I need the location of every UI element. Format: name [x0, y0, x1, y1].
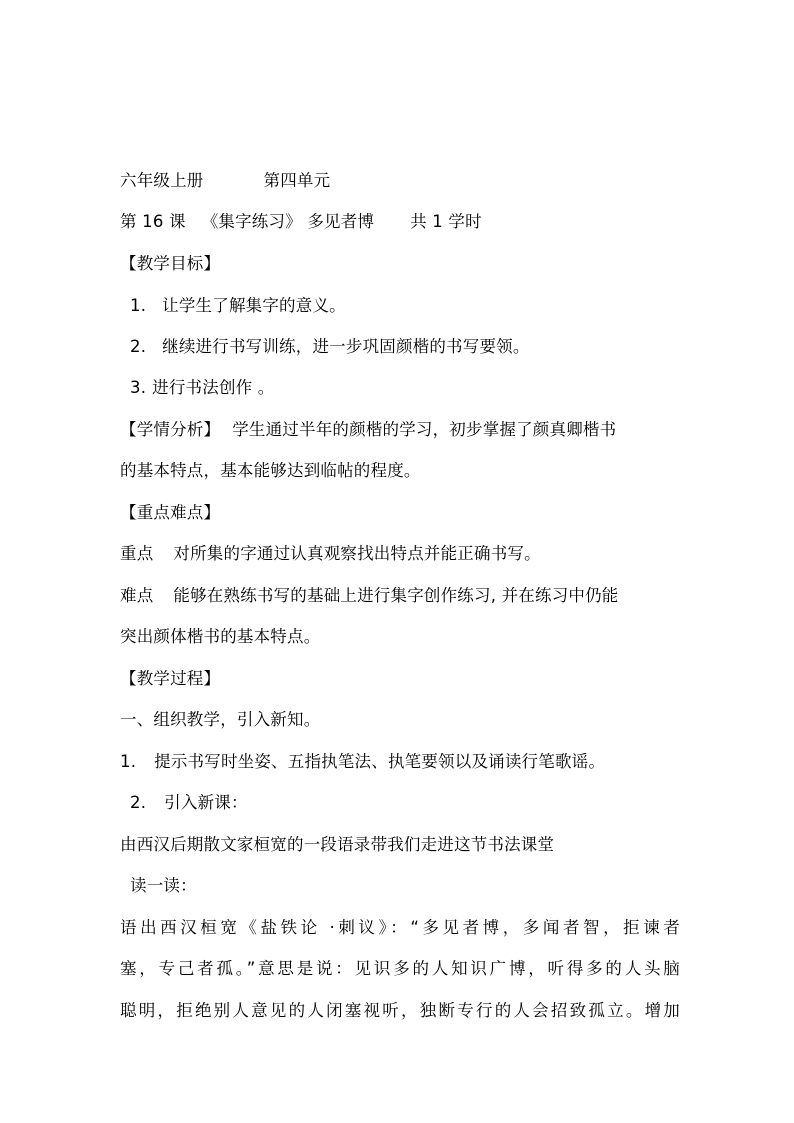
- difficult-text: 能够在熟练书写的基础上进行集字创作练习, 并在练习中仍能: [173, 586, 619, 605]
- step-text: 提示书写时坐姿、五指执笔法、执笔要领以及诵读行笔歌谣。: [154, 752, 606, 771]
- key-text: 对所集的字通过认真观察找出特点并能正确书写。: [173, 544, 541, 563]
- read-label: 读一读：: [130, 876, 197, 895]
- key-points-heading: 【重点难点】: [120, 503, 221, 522]
- objective-text: 进行书法创作 。: [152, 378, 275, 397]
- intro-line: 由西汉后期散文家桓宽的一段语录带我们走进这节书法课堂: [120, 835, 555, 854]
- analysis-text: 学生通过半年的颜楷的学习，初步掌握了颜真卿楷书: [232, 420, 617, 439]
- lesson-title: 《集字练习》 多见者博: [201, 212, 375, 231]
- analysis-line-2: 的基本特点，基本能够达到临帖的程度。: [120, 461, 421, 480]
- analysis-line-1: [120, 419, 680, 441]
- objectives-heading: 【教学目标】: [120, 254, 221, 273]
- difficult-point-line-1: [120, 585, 680, 607]
- objective-num: 3.: [130, 378, 147, 397]
- key-point-line: [120, 543, 680, 565]
- grade-unit-line: [120, 170, 680, 192]
- objective-text: 让学生了解集字的意义。: [162, 296, 346, 315]
- process-heading: 【教学过程】: [120, 669, 221, 688]
- step-text: 引入新课：: [164, 793, 248, 812]
- process-section-1: 一、组织教学，引入新知。: [120, 710, 321, 729]
- quote-line-2: 塞，专己者孤。”意思是说：见识多的人知识广博，听得多的人头脑: [120, 959, 680, 978]
- lesson-hours: 共 1 学时: [410, 212, 482, 231]
- key-label: 重点: [120, 544, 154, 563]
- objective-num: 1.: [130, 296, 147, 315]
- objective-num: 2.: [130, 337, 147, 356]
- quote-line-1: 语出西汉桓宽《盐铁论 ·刺议》：“多见者博，多闻者智，拒谏者: [120, 918, 680, 937]
- process-step-1: [120, 751, 680, 773]
- analysis-heading: 【学情分析】: [120, 420, 221, 439]
- objective-text: 继续进行书写训练，进一步巩固颜楷的书写要领。: [162, 337, 530, 356]
- step-num: 2.: [130, 793, 147, 812]
- objective-item-3: [130, 377, 690, 399]
- process-step-2: [130, 792, 690, 814]
- objective-item-2: [130, 336, 690, 358]
- difficult-point-line-2: 突出颜体楷书的基本特点。: [120, 627, 321, 646]
- lesson-number: 第 16 课: [120, 212, 186, 231]
- grade-label: 六年级上册: [120, 171, 204, 190]
- quote-line-3: 聪明，拒绝别人意见的人闭塞视听，独断专行的人会招致孤立。增加: [120, 1001, 680, 1020]
- step-num: 1.: [120, 752, 137, 771]
- difficult-label: 难点: [120, 586, 154, 605]
- lesson-line: [120, 211, 680, 233]
- unit-label: 第四单元: [263, 171, 331, 190]
- objective-item-1: [130, 295, 690, 317]
